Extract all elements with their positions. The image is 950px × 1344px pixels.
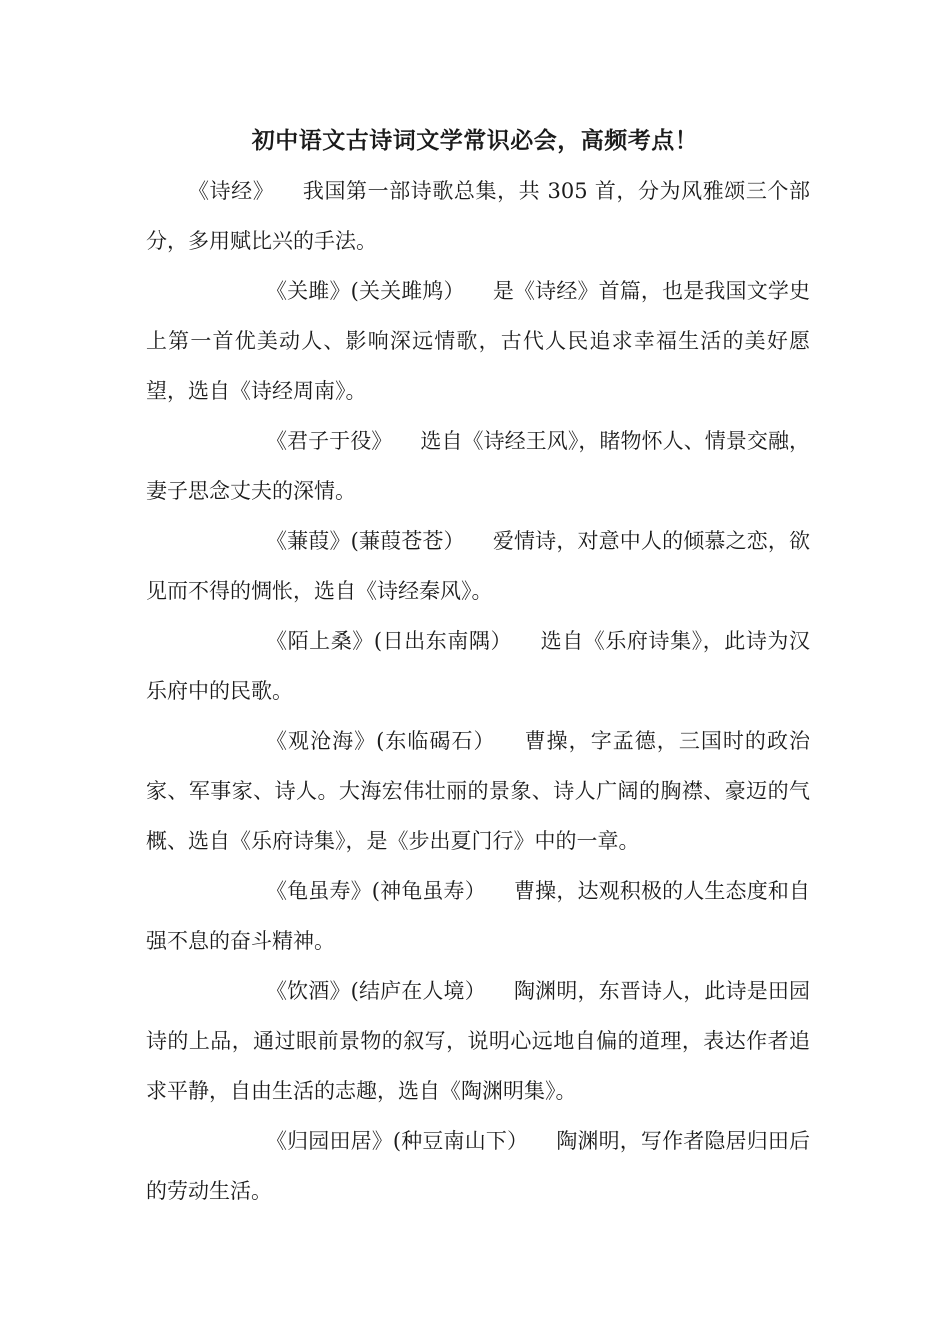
entry-work-title: 《归园田居》(种豆南山下） <box>266 1129 529 1153</box>
entry-guancanghai <box>146 716 810 866</box>
document-title: 初中语文古诗词文学常识必会，高频考点！ <box>251 127 699 154</box>
entry-description: 陶渊明，东晋诗人，此诗是田园诗的上品，通过眼前景物的叙写，说明心远地自偏的道理，表达作者追求平静，自由生活的志趣，选自《陶渊明集》。 <box>146 979 810 1103</box>
entry-description: 我国第一部诗歌总集，共 305 首，分为风雅颂三个部分，多用赋比兴的手法。 <box>146 179 811 253</box>
entry-jianjia <box>146 516 810 616</box>
entry-work-title: 《诗经》 <box>188 179 275 203</box>
entry-work-title: 《观沧海》(东临碣石） <box>266 729 496 753</box>
entry-description: 选自《乐府诗集》，此诗为汉乐府中的民歌。 <box>146 629 810 703</box>
entry-work-title: 《饮酒》(结庐在人境） <box>266 979 486 1003</box>
entry-description: 是《诗经》首篇，也是我国文学史上第一首优美动人、影响深远情歌，古代人民追求幸福生活的美好愿望，选自《诗经周南》。 <box>146 279 810 403</box>
entry-shijing <box>146 166 810 266</box>
entry-guiyuantianju <box>146 1116 810 1216</box>
entry-work-title: 《君子于役》 <box>266 429 393 453</box>
entry-yinjiu <box>146 966 810 1116</box>
entry-work-title: 《陌上桑》(日出东南隅） <box>266 629 513 653</box>
entry-work-title: 《蒹葭》(蒹葭苍苍） <box>266 529 465 553</box>
entry-description: 曹操，达观积极的人生态度和自强不息的奋斗精神。 <box>146 879 810 953</box>
entry-junzi-yuyi <box>146 416 810 516</box>
entry-work-title: 《龟虽寿》(神龟虽寿） <box>266 879 486 903</box>
entry-description: 曹操，字孟德，三国时的政治家、军事家、诗人。大海宏伟壮丽的景象、诗人广阔的胸襟、豪迈的气概、选自《乐府诗集》，是《步出夏门行》中的一章。 <box>146 729 810 853</box>
entry-guanju <box>146 266 810 416</box>
entry-description: 选自《诗经王风》，睹物怀人、情景交融，妻子思念丈夫的深情。 <box>146 429 811 503</box>
entry-description: 爱情诗，对意中人的倾慕之恋，欲见而不得的惆怅，选自《诗经秦风》。 <box>146 529 810 603</box>
entry-work-title: 《关雎》(关关雎鸠） <box>266 279 465 303</box>
entry-guisuishou <box>146 866 810 966</box>
entry-description: 陶渊明，写作者隐居归田后的劳动生活。 <box>146 1129 810 1203</box>
entry-list <box>146 166 810 1216</box>
entry-moshangsang <box>146 616 810 716</box>
